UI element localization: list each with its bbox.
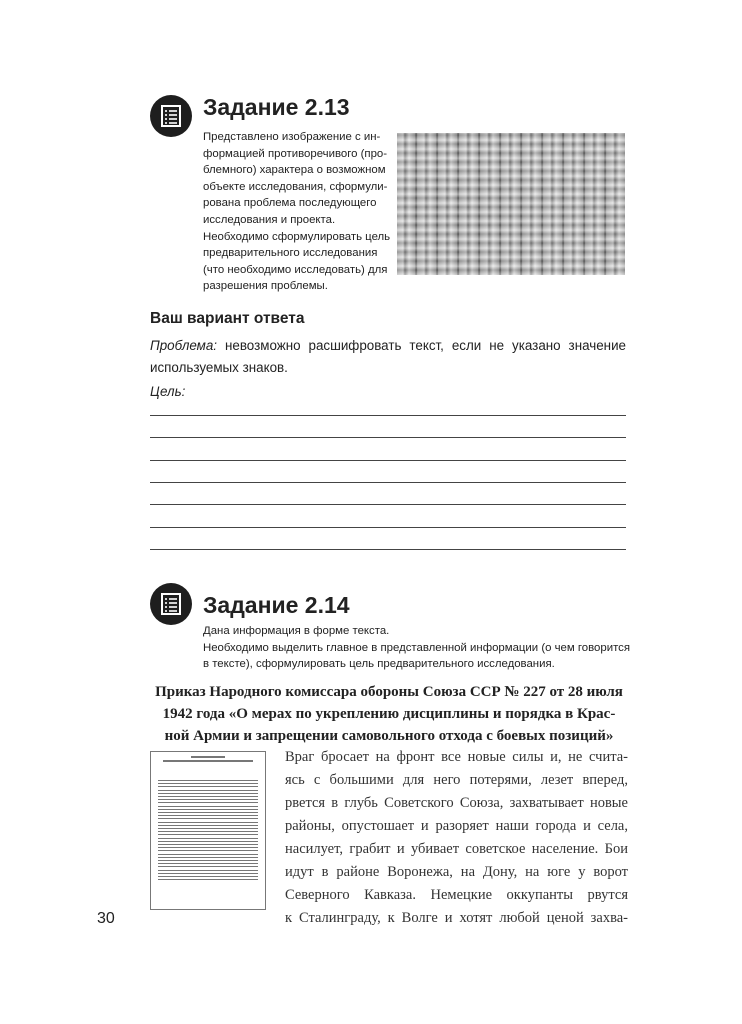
body-line: к Сталинграду, к Волге и хотят любой ценой захва- bbox=[285, 910, 628, 926]
answer-line[interactable] bbox=[150, 504, 626, 505]
answer-line[interactable] bbox=[150, 415, 626, 416]
body-line: Северного Кавказа. Немецкие оккупанты рвутся bbox=[285, 887, 628, 903]
thumbnail-text-line bbox=[158, 790, 258, 791]
thumbnail-text-line bbox=[158, 873, 258, 874]
answer-line[interactable] bbox=[150, 527, 626, 528]
thumbnail-text-line bbox=[158, 783, 258, 784]
thumbnail-text-line bbox=[158, 786, 258, 787]
body-line: Враг бросает на фронт все новые силы и, не счита- bbox=[285, 749, 628, 765]
task-title: Задание 2.14 bbox=[203, 592, 350, 618]
thumbnail-text-line bbox=[158, 806, 258, 807]
thumbnail-text-line bbox=[158, 844, 258, 845]
thumbnail-heading-line bbox=[191, 756, 225, 758]
task-list-icon bbox=[150, 95, 192, 137]
problem-text bbox=[150, 335, 626, 379]
thumbnail-text-line bbox=[158, 854, 258, 855]
body-line: насилует, грабит и убивает советское население. Бои bbox=[285, 841, 628, 857]
answer-line[interactable] bbox=[150, 482, 626, 483]
title-line: ной Армии и запрещении самовольного отхода с боевых позиций» bbox=[164, 728, 614, 744]
thumbnail-text-line bbox=[158, 863, 258, 864]
title-line: 1942 года «О мерах по укреплению дисциплины и порядка в Крас- bbox=[162, 706, 616, 722]
thumbnail-text-line bbox=[158, 799, 258, 800]
hieroglyph-image bbox=[397, 133, 625, 275]
thumbnail-heading-line bbox=[163, 760, 253, 762]
task-list-icon bbox=[150, 583, 192, 625]
desc-line: предварительного исследования bbox=[203, 247, 378, 260]
page-number: 30 bbox=[97, 910, 115, 927]
thumbnail-text-line bbox=[158, 825, 258, 826]
desc-line: исследования и проекта. bbox=[203, 213, 336, 226]
desc-line: разрешения проблемы. bbox=[203, 280, 328, 293]
problem-value: невозможно расшифровать текст, если не указано значение используемых знаков. bbox=[150, 338, 626, 375]
thumbnail-text-line bbox=[158, 815, 258, 816]
desc-line: (что необходимо исследовать) для bbox=[203, 263, 388, 276]
thumbnail-text-line bbox=[158, 796, 258, 797]
thumbnail-text-line bbox=[158, 812, 258, 813]
thumbnail-text-line bbox=[158, 879, 258, 880]
answer-heading: Ваш вариант ответа bbox=[150, 310, 305, 327]
desc-line: Необходимо сформулировать цель bbox=[203, 230, 391, 243]
thumbnail-text-line bbox=[158, 802, 258, 803]
body-line: ясь с большими для него потерями, лезет вперед, bbox=[285, 772, 628, 788]
body-line: районы, опустошает и разоряет наши города и села, bbox=[285, 818, 628, 834]
desc-line: формацией противоречивого (про- bbox=[203, 147, 388, 160]
thumbnail-text-line bbox=[158, 876, 258, 877]
title-line: Приказ Народного комиссара обороны Союза ССР № 227 от 28 июля bbox=[155, 684, 623, 700]
thumbnail-text-line bbox=[158, 847, 258, 848]
problem-label: Проблема: bbox=[150, 338, 218, 353]
thumbnail-text-line bbox=[158, 822, 258, 823]
document-body bbox=[285, 746, 628, 930]
thumbnail-text-line bbox=[158, 809, 258, 810]
desc-line: в тексте), сформулировать цель предварительного исследования. bbox=[203, 658, 555, 671]
desc-line: рована проблема последующего bbox=[203, 197, 377, 210]
thumbnail-text-line bbox=[158, 834, 258, 835]
desc-line: блемного) характера о возможном bbox=[203, 164, 386, 177]
task-description bbox=[203, 129, 391, 295]
document-title bbox=[150, 681, 628, 747]
task-description bbox=[203, 623, 633, 673]
thumbnail-text-line bbox=[158, 818, 258, 819]
thumbnail-text-line bbox=[158, 857, 258, 858]
thumbnail-text-line bbox=[158, 870, 258, 871]
desc-line: Дана информация в форме текста. bbox=[203, 625, 390, 637]
desc-line: Представлено изображение с ин- bbox=[203, 131, 381, 143]
thumbnail-text-line bbox=[158, 860, 258, 861]
body-line: рвется в глубь Советского Союза, захватывает новые bbox=[285, 795, 628, 811]
answer-line[interactable] bbox=[150, 549, 626, 550]
thumbnail-text-line bbox=[158, 793, 258, 794]
desc-line: Необходимо выделить главное в представленной информации (о чем говорится bbox=[203, 641, 631, 654]
desc-line: объекте исследования, сформули- bbox=[203, 180, 388, 193]
thumbnail-text-line bbox=[158, 841, 258, 842]
answer-line[interactable] bbox=[150, 460, 626, 461]
thumbnail-text-line bbox=[158, 866, 258, 867]
thumbnail-text-line bbox=[158, 838, 258, 839]
thumbnail-text-line bbox=[158, 850, 258, 851]
goal-label bbox=[150, 381, 626, 403]
task-title: Задание 2.13 bbox=[203, 94, 350, 120]
thumbnail-text-line bbox=[158, 780, 258, 781]
answer-line[interactable] bbox=[150, 437, 626, 438]
order-document-image bbox=[150, 751, 266, 910]
goal-label-text: Цель: bbox=[150, 384, 186, 399]
body-line: идут в районе Воронежа, на Дону, на юге у ворот bbox=[285, 864, 628, 880]
thumbnail-text-line bbox=[158, 831, 258, 832]
thumbnail-text-line bbox=[158, 828, 258, 829]
